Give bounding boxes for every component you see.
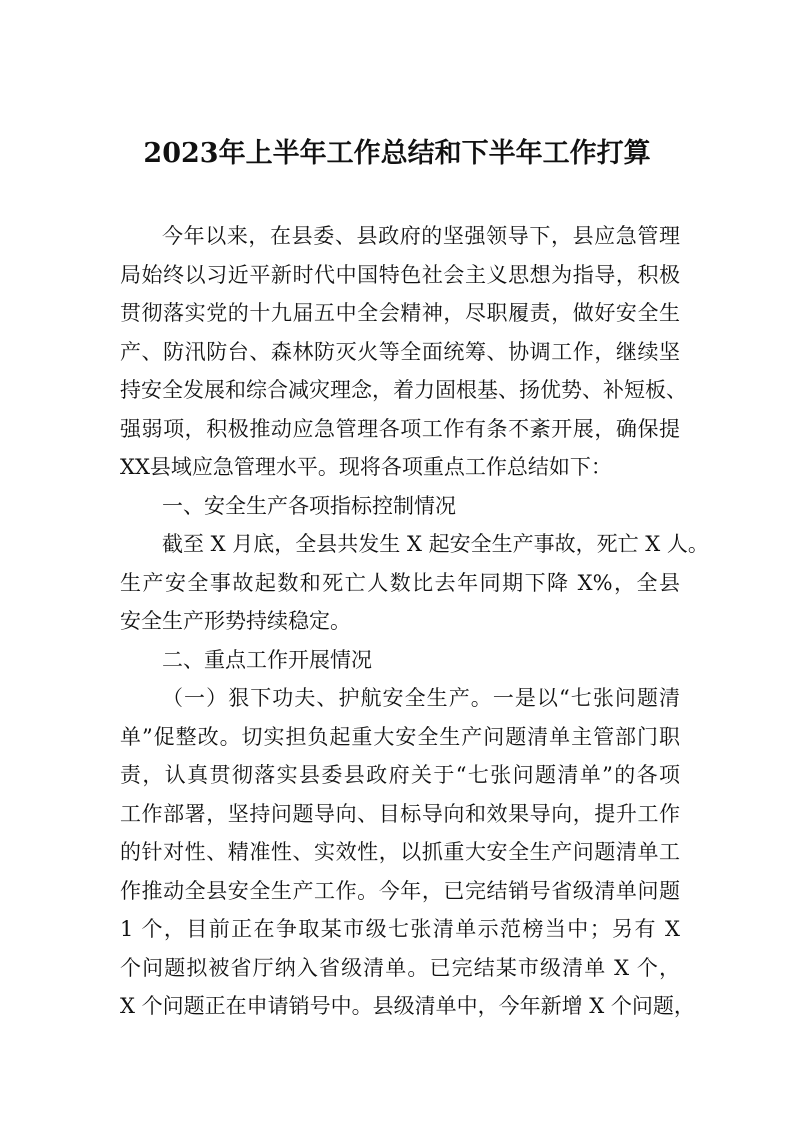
body-text-line: 产、防汛防台、森林防灭火等全面统筹、协调工作，继续坚	[120, 339, 680, 364]
body-text-line: X 个问题正在申请销号中。县级清单中，今年新增 X 个问题，	[120, 994, 695, 1018]
body-text-line: 生产安全事故起数和死亡人数比去年同期下降 X%，全县	[120, 570, 680, 595]
body-text-line: 一、安全生产各项指标控制情况	[162, 493, 456, 518]
body-text-line: 截至 X 月底，全县共发生 X 起安全生产事故，死亡 X 人。	[162, 532, 709, 556]
body-text-line: 作推动全县安全生产工作。今年，已完结销号省级清单问题	[120, 878, 680, 903]
document-title: 2023年上半年工作总结和下半年工作打算	[143, 138, 651, 169]
body-text-line: 贯彻落实党的十九届五中全会精神，尽职履责，做好安全生	[120, 301, 680, 325]
body-text-line: 工作部署，坚持问题导向、目标导向和效果导向，提升工作	[120, 801, 680, 826]
body-text-line: 局始终以习近平新时代中国特色社会主义思想为指导，积极	[120, 262, 680, 287]
body-text-line: 今年以来，在县委、县政府的坚强领导下，县应急管理	[162, 224, 680, 248]
body-text-line: XX县域应急管理水平。现将各项重点工作总结如下：	[120, 455, 612, 479]
body-text-line: 责，认真贯彻落实县委县政府关于“七张问题清单”的各项	[120, 763, 680, 787]
body-text-line: 二、重点工作开展情况	[162, 647, 372, 672]
body-text-line: 单”促整改。切实担负起重大安全生产问题清单主管部门职	[120, 724, 680, 749]
body-text-line: 安全生产形势持续稳定。	[120, 609, 351, 633]
body-text-line: 持安全发展和综合减灾理念，着力固根基、扬优势、补短板、	[120, 378, 687, 402]
body-text-line: 强弱项，积极推动应急管理各项工作有条不紊开展，确保提	[120, 416, 680, 441]
body-text-line: 个问题拟被省厅纳入省级清单。已完结某市级清单 X 个，	[120, 955, 680, 980]
body-text-line: 的针对性、精准性、实效性，以抓重大安全生产问题清单工	[120, 840, 680, 864]
body-text-line: 1 个，目前正在争取某市级七张清单示范榜当中；另有 X	[120, 917, 680, 941]
body-text-line: （一）狠下功夫、护航安全生产。一是以“七张问题清	[162, 686, 680, 710]
document-body	[120, 217, 709, 1026]
